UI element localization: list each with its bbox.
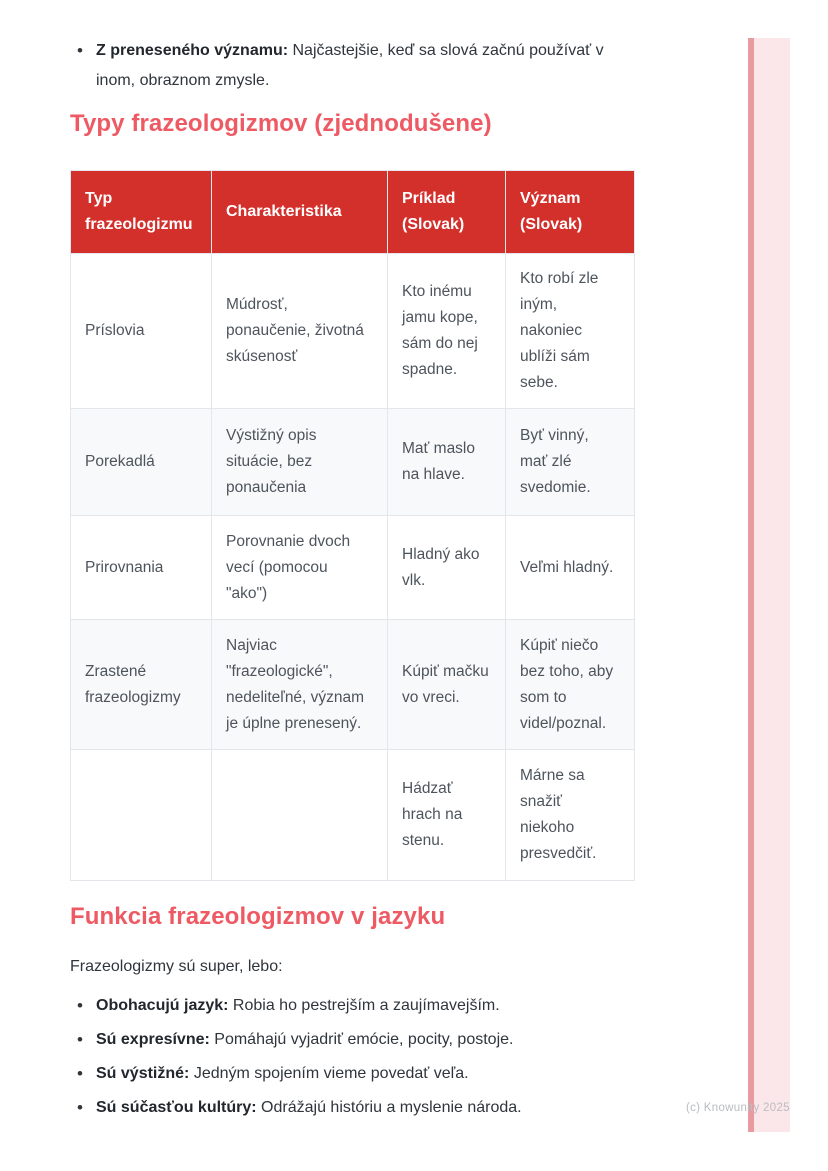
list-item (70, 1029, 670, 1050)
table-row (71, 409, 635, 516)
table-cell: Porovnanie dvoch vecí (pomocou "ako") (212, 516, 388, 620)
funkcia-bullet-list (70, 995, 670, 1131)
list-item (70, 36, 615, 96)
table-cell: Porekadlá (71, 409, 212, 516)
column-header: Príklad (Slovak) (388, 171, 506, 254)
column-header: Charakteristika (212, 171, 388, 254)
table-cell: Výstižný opis situácie, bez ponaučenia (212, 409, 388, 516)
table-cell: Múdrosť, ponaučenie, životná skúsenosť (212, 254, 388, 409)
section-title-types: Typy frazeologizmov (zjednodušene) (70, 110, 492, 137)
table-cell: Márne sa snažiť niekoho presvedčiť. (506, 750, 635, 881)
table-cell: Veľmi hladný. (506, 516, 635, 620)
table-body (71, 254, 635, 881)
table-row (71, 516, 635, 620)
bullet-text: Jedným spojením vieme povedať veľa. (193, 1065, 469, 1082)
table-header (71, 171, 635, 254)
funkcia-intro-text: Frazeologizmy sú super, lebo: (70, 958, 283, 975)
table-cell: Kto robí zle iným, nakoniec ublíži sám sebe. (506, 254, 635, 409)
table-row (71, 620, 635, 750)
table-cell: Mať maslo na hlave. (388, 409, 506, 516)
bullet-lead: Z preneseného významu: (96, 42, 289, 59)
list-item (70, 995, 670, 1016)
table-header-row (71, 171, 635, 254)
stripe-highlight-band (754, 38, 790, 1132)
table-cell: Byť vinný, mať zlé svedomie. (506, 409, 635, 516)
table-row (71, 254, 635, 409)
section-title-funkcia: Funkcia frazeologizmov v jazyku (70, 903, 446, 930)
frazeologizmy-types-table (70, 170, 635, 881)
table-row (71, 750, 635, 881)
bullet-text: Robia ho pestrejším a zaujímavejším. (232, 997, 500, 1014)
table-cell: Kto inému jamu kope, sám do nej spadne. (388, 254, 506, 409)
table-cell: Prirovnania (71, 516, 212, 620)
copyright-watermark: (c) Knowunity 2025 (686, 1102, 790, 1114)
table-cell: Hádzať hrach na stenu. (388, 750, 506, 881)
bullet-lead: Sú súčasťou kultúry: (96, 1099, 257, 1116)
table-cell: Kúpiť mačku vo vreci. (388, 620, 506, 750)
table-cell (212, 750, 388, 881)
list-item (70, 1063, 670, 1084)
bullet-text: Najčastejšie, keď sa slová začnú používať v inom, obraznom zmysle. (96, 42, 604, 89)
table-cell: Zrastené frazeologizmy (71, 620, 212, 750)
table-cell: Príslovia (71, 254, 212, 409)
bullet-lead: Obohacujú jazyk: (96, 997, 229, 1014)
bullet-text: Odrážajú históriu a myslenie národa. (261, 1099, 522, 1116)
bullet-text: Pomáhajú vyjadriť emócie, pocity, postoje. (214, 1031, 514, 1048)
intro-bullet-section (70, 36, 615, 96)
right-highlight-stripe (748, 38, 790, 1132)
table-cell: Najviac "frazeologické", nedeliteľné, význam je úplne prenesený. (212, 620, 388, 750)
bullet-lead: Sú výstižné: (96, 1065, 190, 1082)
column-header: Typ frazeologizmu (71, 171, 212, 254)
table-cell: Kúpiť niečo bez toho, aby som to videl/poznal. (506, 620, 635, 750)
bullet-lead: Sú expresívne: (96, 1031, 210, 1048)
table-cell (71, 750, 212, 881)
column-header: Význam (Slovak) (506, 171, 635, 254)
table-cell: Hladný ako vlk. (388, 516, 506, 620)
list-item (70, 1097, 670, 1118)
intro-bullet-list (70, 36, 615, 96)
